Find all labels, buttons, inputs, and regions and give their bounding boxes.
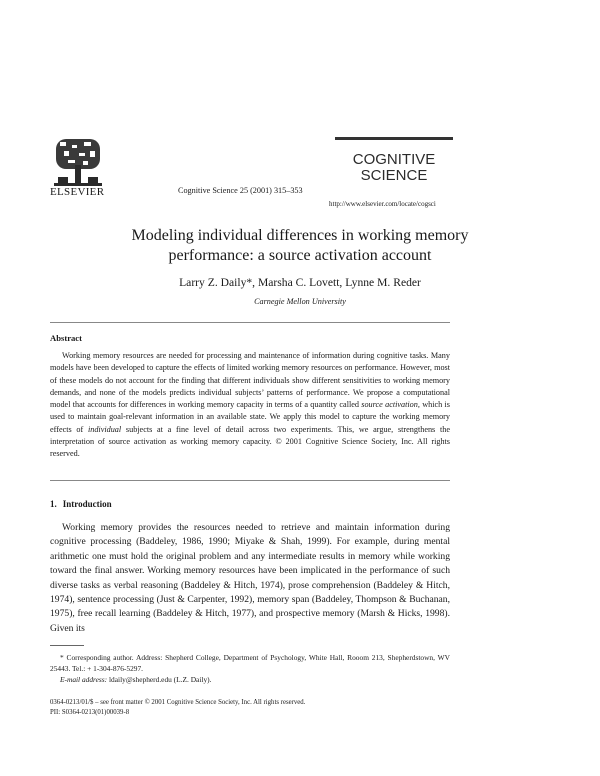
email-label: E-mail address: bbox=[60, 675, 108, 684]
footnote-email bbox=[50, 674, 450, 685]
abstract-part-1: Working memory resources are needed for processing and maintenance of information during cognitive tasks. Many models have been developed to capture the effects of limited working memory resources on performance. However, most of these models do not account for the finding that different individuals show different sensitivities to working memory demands, and none of the models predicts individual subjects’ patterns of performance. We propose a computational model that accounts for differences in working memory capacity in terms of a quantity called bbox=[50, 351, 450, 410]
journal-logo-bar bbox=[335, 137, 453, 140]
abstract-italic-2: individual bbox=[87, 424, 122, 434]
email-value[interactable]: ldaily@shepherd.edu (L.Z. Daily). bbox=[107, 675, 212, 684]
footnote-rule bbox=[50, 645, 84, 646]
journal-citation: Cognitive Science 25 (2001) 315–353 bbox=[178, 186, 303, 195]
abstract-text bbox=[50, 350, 450, 461]
title-line-1: Modeling individual differences in working memory bbox=[131, 227, 469, 244]
section-number: 1. bbox=[50, 499, 57, 509]
abstract-part-2: , which is used to maintain goal-relevant information in an available state. We apply this model to capture the working memory effects of bbox=[50, 400, 450, 434]
abstract-bottom-rule bbox=[50, 480, 450, 481]
section-title: Introduction bbox=[62, 499, 112, 509]
journal-logo bbox=[335, 137, 453, 184]
title-line-2: performance: a source activation account bbox=[168, 247, 432, 264]
publisher-name: ELSEVIER bbox=[50, 186, 105, 198]
pii-line: PII: S0364-0213(01)00039-8 bbox=[50, 709, 130, 716]
abstract-top-rule bbox=[50, 322, 450, 323]
issn-line: 0364-0213/01/$ – see front matter © 2001 Cognitive Science Society, Inc. All rights reserved. bbox=[50, 699, 306, 706]
section-heading bbox=[50, 499, 112, 509]
journal-logo-line1: COGNITIVE bbox=[352, 151, 436, 168]
abstract-part-3: subjects at a fine level of detail across two experiments. This, we argue, strengthens the interpretation of source activation as working memory capacity. © 2001 Cognitive Science Society, Inc. All rights reserved. bbox=[50, 424, 450, 459]
journal-url[interactable]: http://www.elsevier.com/locate/cogsci bbox=[329, 200, 436, 208]
authors: Larry Z. Daily*, Marsha C. Lovett, Lynne M. Reder bbox=[179, 276, 421, 289]
article-title bbox=[50, 226, 550, 266]
footnote bbox=[50, 652, 450, 685]
abstract-italic-1: source activation bbox=[361, 400, 418, 410]
section-body: Working memory provides the resources needed to retrieve and maintain information during cognitive processing (Baddeley, 1986, 1990; Miyake & Shah, 1999). For example, during mental arithmetic one must hold the original problem and any intermediate results in memory while working toward the final answer. Working memory resources have been implicated in the performance of such diverse tasks as verbal reasoning (Baddeley & Hitch, 1974), prose comprehension (Baddeley & Hitch, 1974), sentence processing (Just & Carpenter, 1992), memory span (Baddeley, Thompson & Buchanan, 1975), free recall learning (Baddeley & Hitch, 1977), and prospective memory (Marsh & Hicks, 1998). Given its bbox=[50, 522, 450, 634]
abstract-heading: Abstract bbox=[50, 333, 82, 343]
affiliation: Carnegie Mellon University bbox=[254, 297, 346, 306]
journal-logo-line2: SCIENCE bbox=[360, 167, 428, 184]
footnote-text: * Corresponding author. Address: Shepherd College, Department of Psychology, White Hall, Rooom 213, Shepherdstown, WV 25443. Tel.: + 1-304-876-5297. bbox=[50, 653, 450, 673]
issn-block bbox=[50, 698, 305, 718]
elsevier-tree-icon bbox=[52, 137, 104, 193]
